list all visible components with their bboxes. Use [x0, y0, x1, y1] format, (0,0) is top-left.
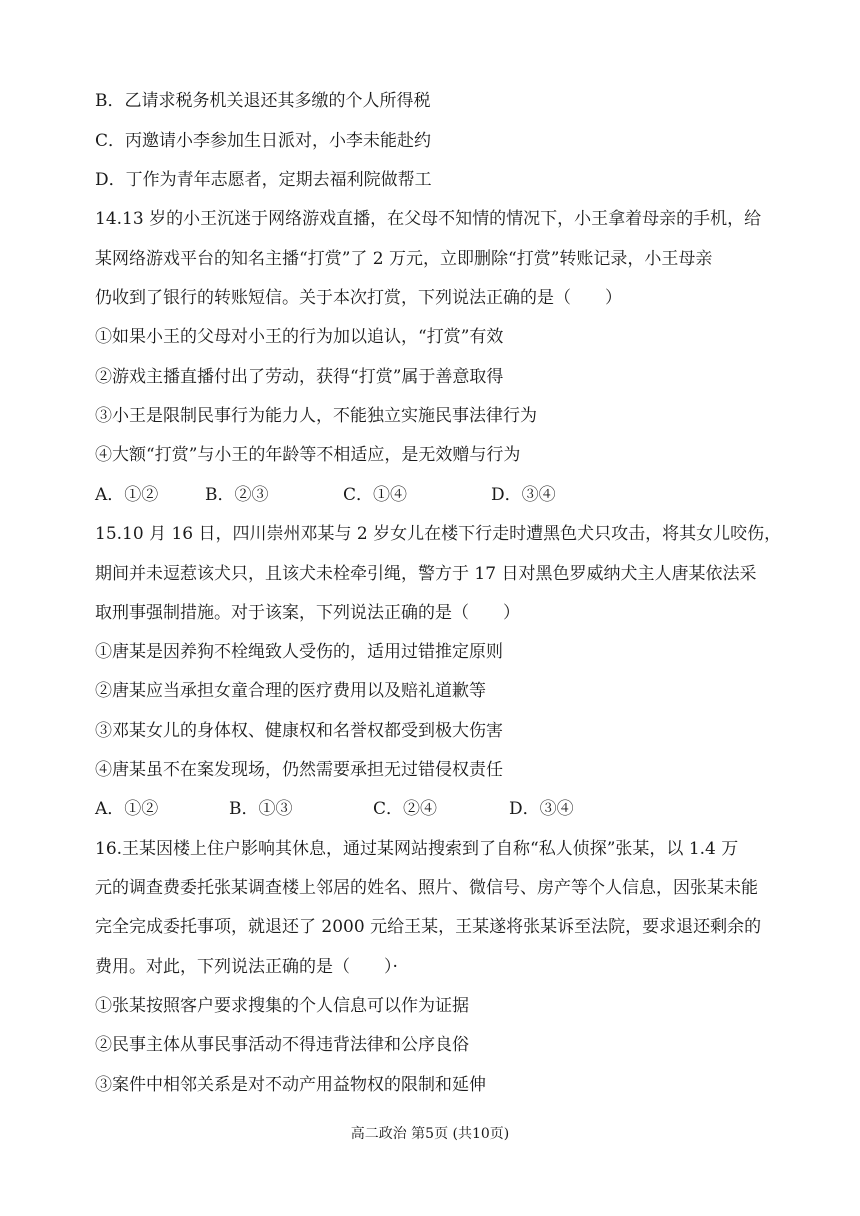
q15-stem-line-1: 15.10 月 16 日，四川崇州邓某与 2 岁女儿在楼下行走时遭黑色犬只攻击，将其女儿咬伤，	[95, 524, 782, 544]
q14-item-1: ①如果小王的父母对小王的行为加以追认，“打赏”有效	[95, 327, 504, 347]
q15-item-2: ②唐某应当承担女童合理的医疗费用以及赔礼道歉等	[95, 681, 486, 701]
q16-stem-line-4: 费用。对此，下列说法正确的是（ ）·	[95, 957, 398, 977]
q16-item-3: ③案件中相邻关系是对不动产用益物权的限制和延伸	[95, 1075, 486, 1095]
q13-option-d: D．丁作为青年志愿者，定期去福利院做帮工	[95, 170, 432, 190]
q15-choice-d: D．③④	[509, 799, 574, 819]
q14-choice-a: A．①②	[95, 485, 159, 505]
q16-stem-line-3: 完全完成委托事项，就退还了 2000 元给王某，王某遂将张某诉至法院，要求退还剩余的	[95, 917, 762, 937]
q15-item-1: ①唐某是因养狗不栓绳致人受伤的，适用过错推定原则	[95, 642, 503, 662]
q15-stem-line-2: 期间并未逗惹该犬只，且该犬未栓牵引绳，警方于 17 日对黑色罗威纳犬主人唐某依法采	[95, 564, 757, 584]
q15-stem-line-3: 取刑事强制措施。对于该案，下列说法正确的是（ ）	[95, 603, 520, 623]
q16-item-1: ①张某按照客户要求搜集的个人信息可以作为证据	[95, 996, 469, 1016]
q14-stem-line-2: 某网络游戏平台的知名主播“打赏”了 2 万元，立即删除“打赏”转账记录，小王母亲	[95, 249, 713, 269]
page-footer: 高二政治 第5页 (共10页)	[350, 1126, 510, 1142]
q13-option-c: C．丙邀请小李参加生日派对，小李未能赴约	[95, 131, 432, 151]
q14-item-2: ②游戏主播直播付出了劳动，获得“打赏”属于善意取得	[95, 367, 504, 387]
q14-stem-line-1: 14.13 岁的小王沉迷于网络游戏直播，在父母不知情的情况下，小王拿着母亲的手机，给	[95, 209, 762, 229]
q15-item-3: ③邓某女儿的身体权、健康权和名誉权都受到极大伤害	[95, 721, 503, 741]
q14-stem-line-3: 仍收到了银行的转账短信。关于本次打赏，下列说法正确的是（ ）	[95, 288, 622, 308]
q16-stem-line-1: 16.王某因楼上住户影响其休息，通过某网站搜索到了自称“私人侦探”张某，以 1.4 万	[95, 839, 739, 859]
q15-choice-b: B．①③	[229, 799, 293, 819]
q16-stem-line-2: 元的调查费委托张某调查楼上邻居的姓名、照片、微信号、房产等个人信息，因张某未能	[95, 878, 758, 898]
q15-choices	[95, 798, 795, 820]
q14-choices	[95, 484, 795, 506]
q15-choice-a: A．①②	[95, 799, 159, 819]
q14-item-4: ④大额“打赏”与小王的年龄等不相适应，是无效赠与行为	[95, 445, 521, 465]
q14-choice-d: D．③④	[491, 485, 556, 505]
q15-choice-c: C．②④	[373, 799, 438, 819]
q15-item-4: ④唐某虽不在案发现场，仍然需要承担无过错侵权责任	[95, 760, 503, 780]
q14-choice-b: B．②③	[205, 485, 269, 505]
q14-item-3: ③小王是限制民事行为能力人，不能独立实施民事法律行为	[95, 406, 537, 426]
q16-item-2: ②民事主体从事民事活动不得违背法律和公序良俗	[95, 1035, 469, 1055]
q13-option-b: B．乙请求税务机关退还其多缴的个人所得税	[95, 91, 431, 111]
q14-choice-c: C．①④	[343, 485, 408, 505]
